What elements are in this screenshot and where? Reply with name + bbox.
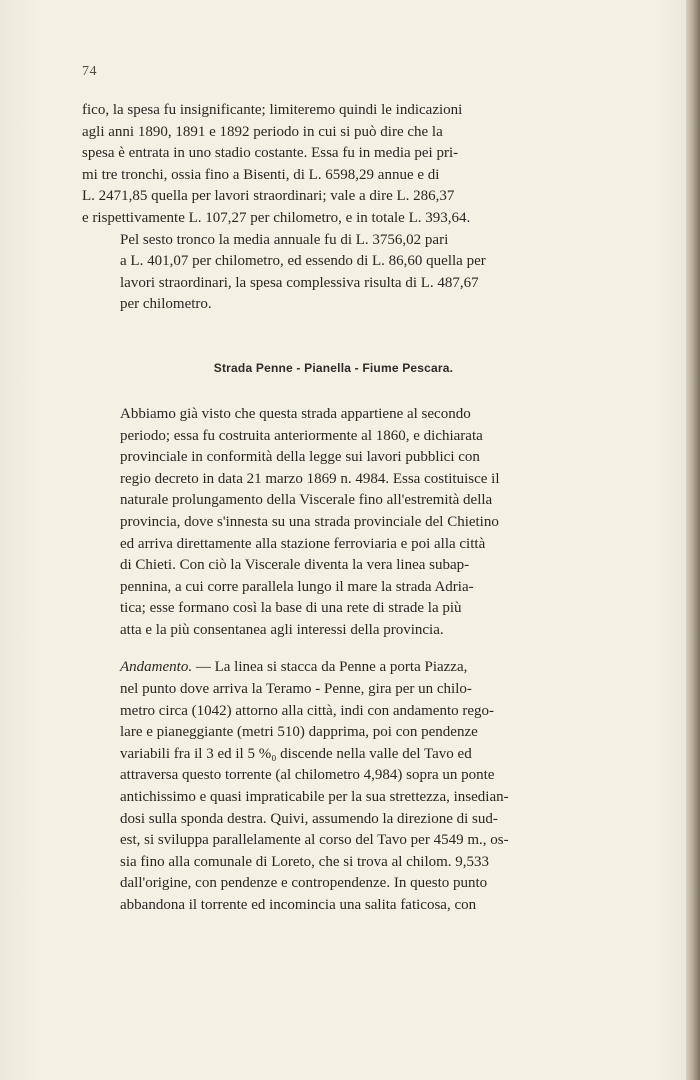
text-line: variabili fra il 3 ed il 5 %₀ discende nella valle del Tavo ed <box>120 745 472 762</box>
text-line: provinciale in conformità della legge sui lavori pubblici con <box>120 449 480 466</box>
text-line: a L. 401,07 per chilometro, ed essendo di L. 86,60 quella per <box>120 253 486 270</box>
text-line: lavori straordinari, la spesa complessiva risulta di L. 487,67 <box>120 274 479 291</box>
text-line: fico, la spesa fu insignificante; limiteremo quindi le indicazioni <box>82 102 463 118</box>
text-line: dosi sulla sponda destra. Quivi, assumendo la direzione di sud- <box>120 810 498 827</box>
text-line: agli anni 1890, 1891 e 1892 periodo in cui si può dire che la <box>82 123 443 140</box>
section-title: Strada Penne - Pianella - Fiume Pescara. <box>213 360 454 375</box>
paragraph-road-history <box>82 404 585 642</box>
text-line: metro circa (1042) attorno alla città, indi con andamento rego- <box>120 702 495 719</box>
text-line: di Chieti. Con ciò la Viscerale diventa la vera linea subap- <box>120 557 470 574</box>
text-line: antichissimo e quasi impraticabile per la sua strettezza, insedian- <box>120 789 509 806</box>
text-line: spesa è entrata in uno stadio costante. Essa fu in media pei pri- <box>82 145 459 162</box>
text-line: periodo; essa fu costruita anteriormente al 1860, e dichiarata <box>120 427 483 444</box>
text-line: pennina, a cui corre parallela lungo il mare la strada Adria- <box>120 578 474 595</box>
text-line: attraversa questo torrente (al chilometro 4,984) sopra un ponte <box>120 767 495 784</box>
text-line: per chilometro. <box>120 296 212 313</box>
paragraph-cost-summary <box>82 100 585 230</box>
text-line: nel punto dove arriva la Teramo - Penne, gira per un chilo- <box>120 681 472 698</box>
page-content <box>82 100 585 917</box>
page-edge-shadow <box>686 0 700 1080</box>
text-line: e rispettivamente L. 107,27 per chilometro, e in totale L. 393,64. <box>82 209 471 226</box>
text-line: ed arriva direttamente alla stazione ferroviaria e poi alla città <box>120 535 486 552</box>
text-line: est, si sviluppa parallelamente al corso del Tavo per 4549 m., os- <box>120 832 509 849</box>
text-line: provincia, dove s'innesta su una strada provinciale del Chietino <box>120 513 499 530</box>
text-line: L. 2471,85 quella per lavori straordinari; vale a dire L. 286,37 <box>82 188 455 205</box>
text-line: atta e la più consentanea agli interessi della provincia. <box>120 621 444 638</box>
page-number: 74 <box>82 64 97 79</box>
text-line: mi tre tronchi, ossia fino a Bisenti, di L. 6598,29 annue e di <box>82 166 440 183</box>
text-line: dall'origine, con pendenze e contropendenze. In questo punto <box>120 875 488 892</box>
text-line: naturale prolungamento della Viscerale fino all'estremità della <box>120 492 493 509</box>
text-line: Abbiamo già visto che questa strada appartiene al secondo <box>120 405 471 422</box>
text-line-continuation: — La linea si stacca da Penne a porta Piazza, <box>192 659 468 676</box>
text-line <box>82 657 585 679</box>
paragraph-sixth-section <box>82 230 585 316</box>
paragraph-route-description <box>82 657 585 916</box>
text-line: abbandona il torrente ed incomincia una salita faticosa, con <box>120 897 477 913</box>
section-lead: Andamento. <box>120 659 193 676</box>
text-line: regio decreto in data 21 marzo 1869 n. 4984. Essa costituisce il <box>120 470 500 487</box>
text-line: tica; esse formano così la base di una rete di strade la più <box>120 600 462 617</box>
text-line: lare e pianeggiante (metri 510) dapprima, poi con pendenze <box>120 724 478 741</box>
text-line: sia fino alla comunale di Loreto, che si trova al chilom. 9,533 <box>120 853 490 870</box>
text-line: Pel sesto tronco la media annuale fu di L. 3756,02 pari <box>120 231 449 248</box>
